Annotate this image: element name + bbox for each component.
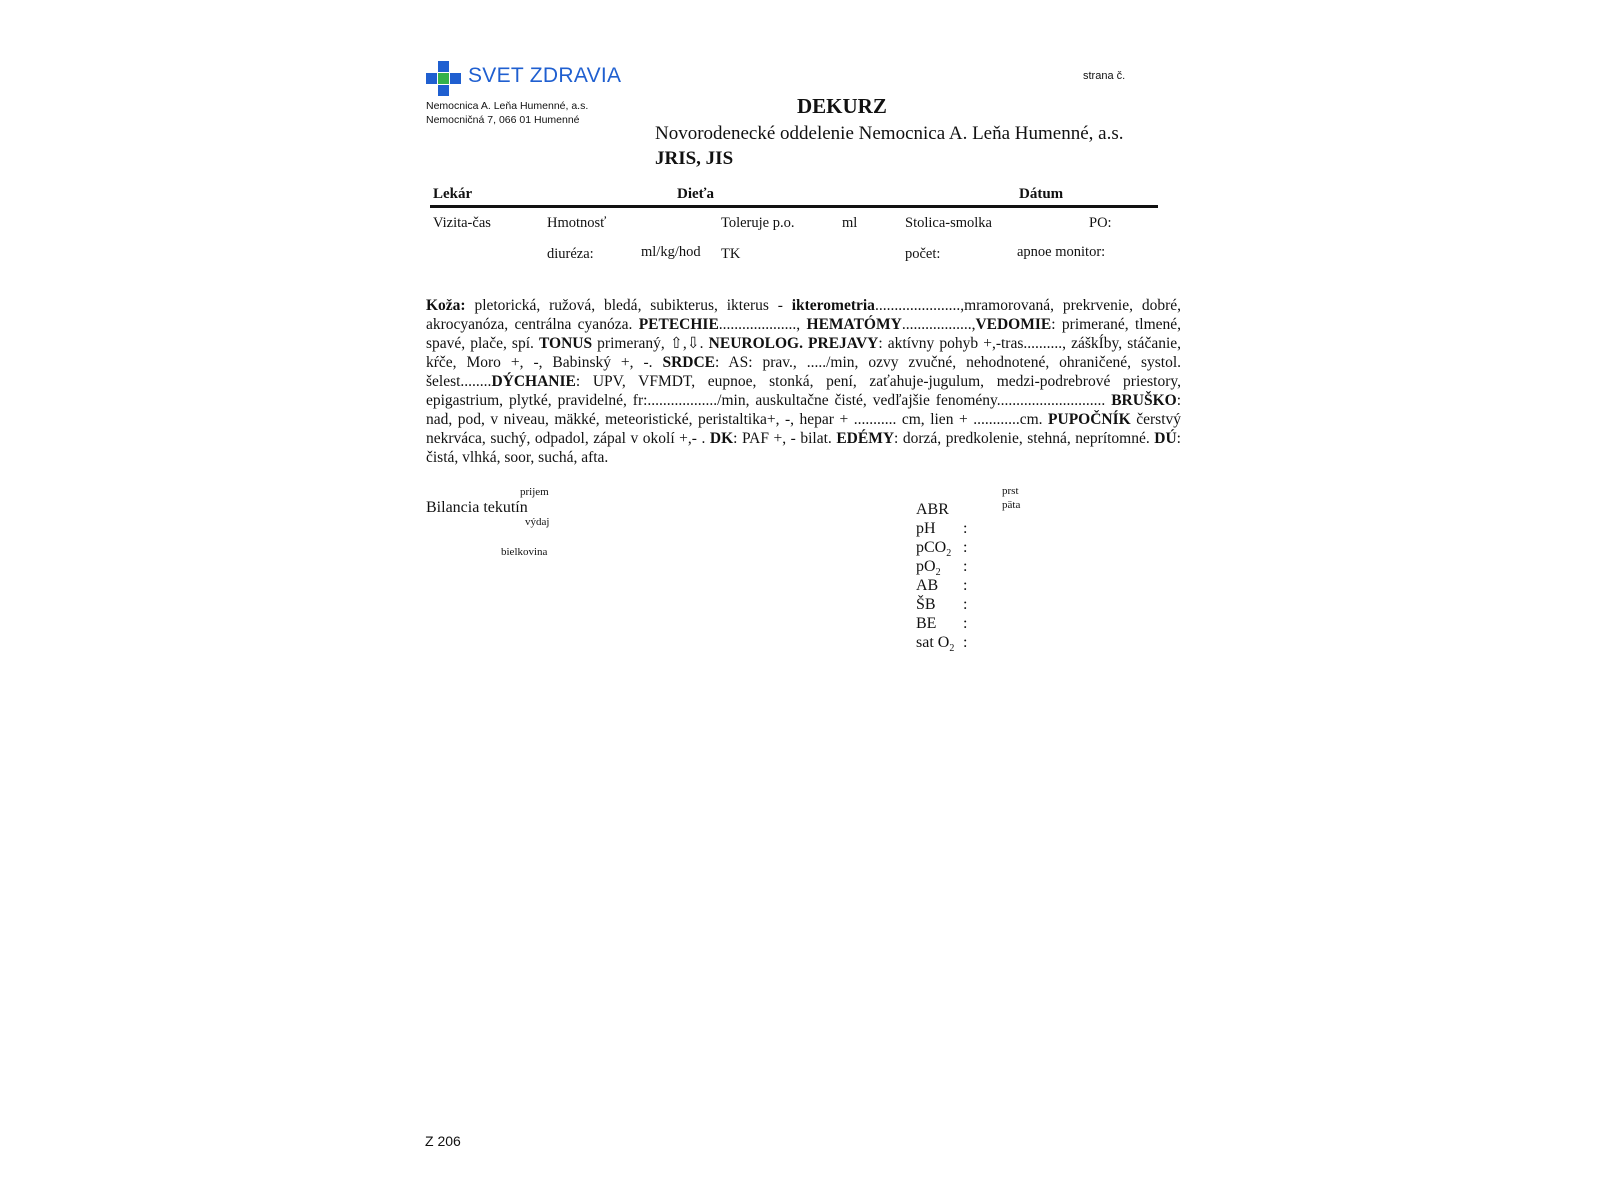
field-weight: Hmotnosť: [547, 215, 607, 231]
abr-row-label: [916, 614, 962, 633]
abr-finger-label: prst: [1002, 485, 1019, 497]
field-stool: Stolica-smolka: [905, 215, 992, 231]
field-ml-unit: ml: [842, 215, 858, 231]
balance-output-label: výdaj: [525, 516, 550, 528]
exam-section-heading: PETECHIE: [638, 316, 719, 333]
field-apnea-monitor: apnoe monitor:: [1017, 244, 1106, 260]
exam-text: : nad, pod, v niveau, mäkké, meteoristické, peristaltika+, -, hepar + ........... cm, lien + ............cm.: [426, 392, 1181, 428]
exam-section-heading: DK: [709, 430, 734, 447]
exam-text: ....................,: [718, 316, 807, 333]
abr-row-colon: :: [963, 539, 968, 556]
abr-row: [916, 538, 968, 560]
exam-section-heading: ikterometria: [791, 297, 875, 314]
hospital-name: Nemocnica A. Leňa Humenné, a.s.: [426, 100, 589, 112]
exam-text: : čistá, vlhká, soor, suchá, afta.: [426, 430, 1181, 466]
abr-row-label-text: pO: [916, 558, 936, 575]
header-child: Dieťa: [677, 186, 714, 202]
exam-text: primeraný, ⇧,⇩.: [592, 335, 709, 352]
header-date: Dátum: [1019, 186, 1064, 202]
balance-protein-label: bielkovina: [501, 546, 548, 558]
exam-text: ......................,mramorovaná, prekrvenie, dobré, akrocyanóza, centrálna cyanóza.: [426, 297, 1181, 333]
abr-heel-label: päta: [1002, 499, 1021, 511]
balance-intake-label: prijem: [520, 486, 549, 498]
exam-text: čerstvý nekrváca, suchý, odpadol, zápal v okolí +,- .: [426, 411, 1181, 447]
abr-row-label-text: sat O: [916, 634, 950, 651]
exam-section-heading: Koža:: [426, 297, 466, 314]
field-count: počet:: [905, 246, 941, 262]
hospital-address: Nemocničná 7, 066 01 Humenné: [426, 114, 580, 126]
abr-row-colon: :: [963, 520, 968, 537]
abr-row-label: [916, 595, 962, 614]
abr-row: [916, 557, 968, 579]
field-po: PO:: [1089, 215, 1112, 231]
abr-row-subscript: 2: [949, 643, 955, 655]
abr-row-colon: :: [963, 558, 968, 575]
field-tk: TK: [721, 246, 741, 262]
abr-row-label-text: pCO: [916, 539, 947, 556]
abr-row: [916, 519, 968, 538]
abr-block: [916, 500, 968, 655]
abr-row-colon: :: [963, 596, 968, 613]
exam-section-heading: EDÉMY: [836, 430, 895, 447]
exam-section-heading: DÚ: [1154, 430, 1177, 447]
exam-section-heading: PUPOČNÍK: [1048, 411, 1131, 428]
exam-text: : aktívny pohyb +,-tras.........., záškÍby, stáčanie, kŕče, Moro +, -, Babinský +, -.: [426, 335, 1182, 371]
exam-section-heading: BRUŠKO: [1111, 392, 1177, 409]
header-divider: [430, 205, 1158, 208]
exam-text: ..................,: [901, 316, 976, 333]
field-visit-time: Vizita-čas: [433, 215, 491, 231]
exam-section-heading: VEDOMIE: [975, 316, 1052, 333]
exam-findings-paragraph: [426, 296, 1181, 467]
unit-names: JRIS, JIS: [655, 148, 734, 169]
abr-row-label: [916, 519, 962, 538]
abr-row: [916, 576, 968, 595]
document-title: DEKURZ: [797, 94, 887, 118]
abr-row-label-text: ŠB: [916, 596, 936, 613]
abr-row-subscript: 2: [946, 548, 952, 560]
exam-text: pletorická, ružová, bledá, subikterus, ikterus -: [465, 297, 792, 314]
field-diuresis: diuréza:: [547, 246, 594, 262]
abr-row: [916, 595, 968, 614]
field-tolerates-po: Toleruje p.o.: [721, 215, 795, 231]
exam-text: : PAF +, - bilat.: [733, 430, 837, 447]
abr-row-label-text: AB: [916, 577, 939, 594]
abr-row-label: [916, 576, 962, 595]
abr-row-label-text: BE: [916, 615, 937, 632]
abr-rows: [916, 519, 968, 655]
abr-row-label-text: pH: [916, 520, 936, 537]
balance-title: Bilancia tekutín: [426, 499, 528, 516]
abr-row-subscript: 2: [935, 567, 941, 579]
header-doctor: Lekár: [433, 186, 473, 202]
abr-title: ABR: [916, 501, 949, 518]
abr-row-label: [916, 633, 962, 658]
abr-row-colon: :: [963, 615, 968, 632]
page-number-label: strana č.: [1083, 70, 1126, 82]
abr-row-colon: :: [963, 634, 968, 651]
exam-text: : UPV, VFMDT, eupnoe, stonká, pení, zaťahuje-jugulum, medzi-podrebrové priestory, epigastrium, plytké, pravidelné, fr:................../min, auskultačne čisté, vedľajšie fenomény............................: [426, 373, 1181, 409]
exam-section-heading: NEUROLOG. PREJAVY: [708, 335, 879, 352]
department-name: Novorodenecké oddelenie Nemocnica A. Leňa Humenné, a.s.: [655, 123, 1124, 144]
exam-section-heading: DÝCHANIE: [491, 373, 576, 390]
blue-cross-logo-icon: [426, 61, 462, 97]
abr-row-colon: :: [963, 577, 968, 594]
exam-text: : dorzá, predkolenie, stehná, neprítomné.: [894, 430, 1155, 447]
exam-section-heading: HEMATÓMY: [806, 316, 902, 333]
abr-row: [916, 633, 968, 655]
field-diuresis-unit: ml/kg/hod: [641, 244, 701, 260]
brand-name: SVET ZDRAVIA: [468, 64, 622, 87]
exam-section-heading: TONUS: [538, 335, 593, 352]
exam-text: : AS: prav., ...../min, ozvy zvučné, nehodnotené, ohraničené, systol. šelest........: [426, 354, 1182, 390]
abr-row: [916, 614, 968, 633]
exam-text: : primerané, tlmené, spavé, plače, spí.: [426, 316, 1182, 352]
form-code: Z 206: [425, 1133, 461, 1149]
exam-section-heading: SRDCE: [662, 354, 716, 371]
hospital-info: [426, 99, 588, 127]
